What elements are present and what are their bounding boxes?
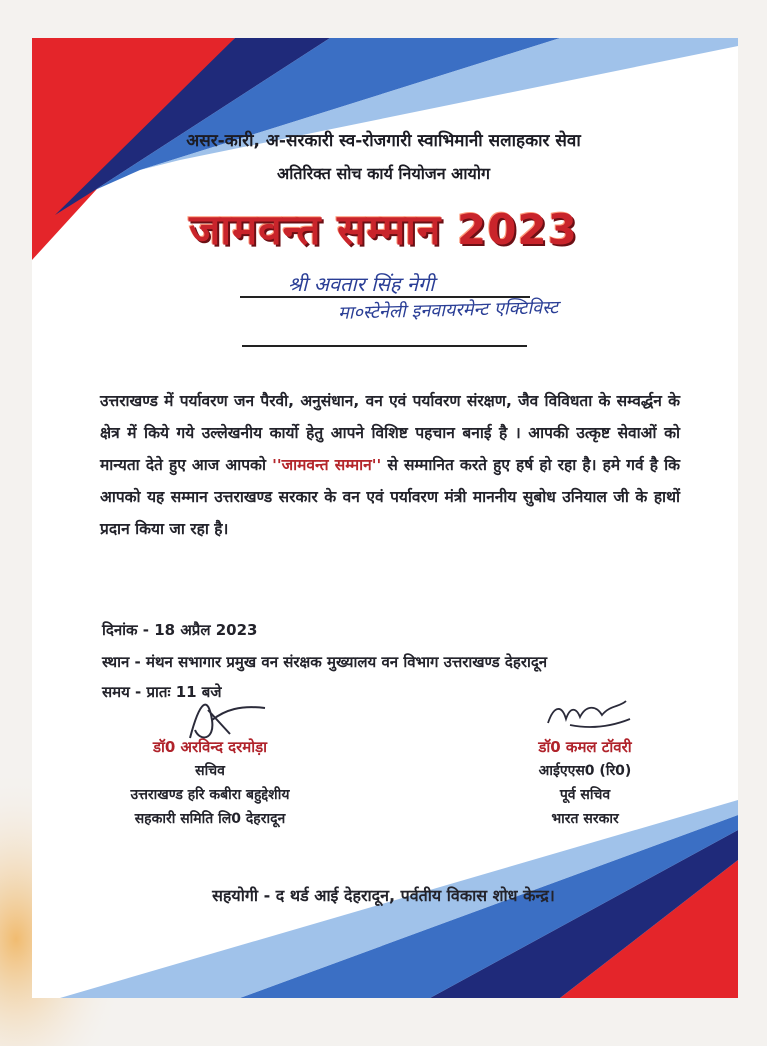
- designation-underline: [242, 345, 527, 347]
- right-signatory-org1: पूर्व सचिव: [559, 787, 611, 803]
- left-signatory: [80, 735, 340, 831]
- commission-name: अतिरिक्त सोच कार्य नियोजन आयोग: [277, 164, 490, 183]
- event-date: दिनांक - 18 अप्रैल 2023: [102, 621, 258, 639]
- left-signatory-name: डॉ0 अरविन्द दरमोड़ा: [152, 738, 268, 756]
- right-signatory-name: डॉ0 कमल टॉवरी: [538, 738, 632, 756]
- citation-paragraph: [100, 385, 680, 545]
- citation-text-1: उत्तराखण्ड में पर्यावरण जन पैरवी, अनुसंधान, वन एवं पर्यावरण संरक्षण, जैव विविधता के सम्वर्द्धन के क्षेत्र में किये गये उल्लेखनीय कार्यो हेतु आपने विशिष्ट पहचान बनाई है । आपकी उत्कृष्ट सेवाओं को मान्यता देते हुए आज आपको: [100, 392, 680, 474]
- left-signatory-org1: उत्तराखण्ड हरि कबीरा बहुद्देशीय: [130, 787, 290, 803]
- event-time: समय - प्रातः 11 बजे: [102, 683, 222, 701]
- supporters-footer: सहयोगी - द थर्ड आई देहरादून, पर्वतीय विकास शोध केन्द्र।: [212, 886, 555, 905]
- award-title: जामवन्त सम्मान 2023: [189, 205, 578, 254]
- recipient-name: श्री अवतार सिंह नेगी: [288, 272, 435, 296]
- event-venue: स्थान - मंथन सभागार प्रमुख वन संरक्षक मुख्यालय वन विभाग उत्तराखण्ड देहरादून: [102, 653, 548, 671]
- right-signature-scribble: [540, 695, 640, 735]
- organization-name: असर-कारी, अ-सरकारी स्व-रोजगारी स्वाभिमानी सलाहकार सेवा: [186, 131, 581, 151]
- right-signatory: [475, 735, 695, 831]
- right-signatory-org2: भारत सरकार: [551, 811, 619, 827]
- citation-award-highlight: ''जामवन्त सम्मान'': [272, 456, 382, 474]
- left-signatory-org2: सहकारी समिति लि0 देहरादून: [134, 811, 286, 827]
- recipient-designation: मा०स्टेनेली इनवायरमेन्ट एक्टिविस्ट: [337, 297, 559, 324]
- citation-text-2: से सम्मानित करते हुए हर्ष हो रहा है। हमे गर्व है कि आपको यह सम्मान उत्तराखण्ड सरकार के वन एवं पर्यावरण मंत्री माननीय सुबोध उनियाल जी के हाथों प्रदान किया जा रहा है।: [100, 456, 681, 538]
- left-signatory-role: सचिव: [195, 763, 225, 779]
- right-signatory-role: आईएएस0 (रि0): [538, 763, 632, 779]
